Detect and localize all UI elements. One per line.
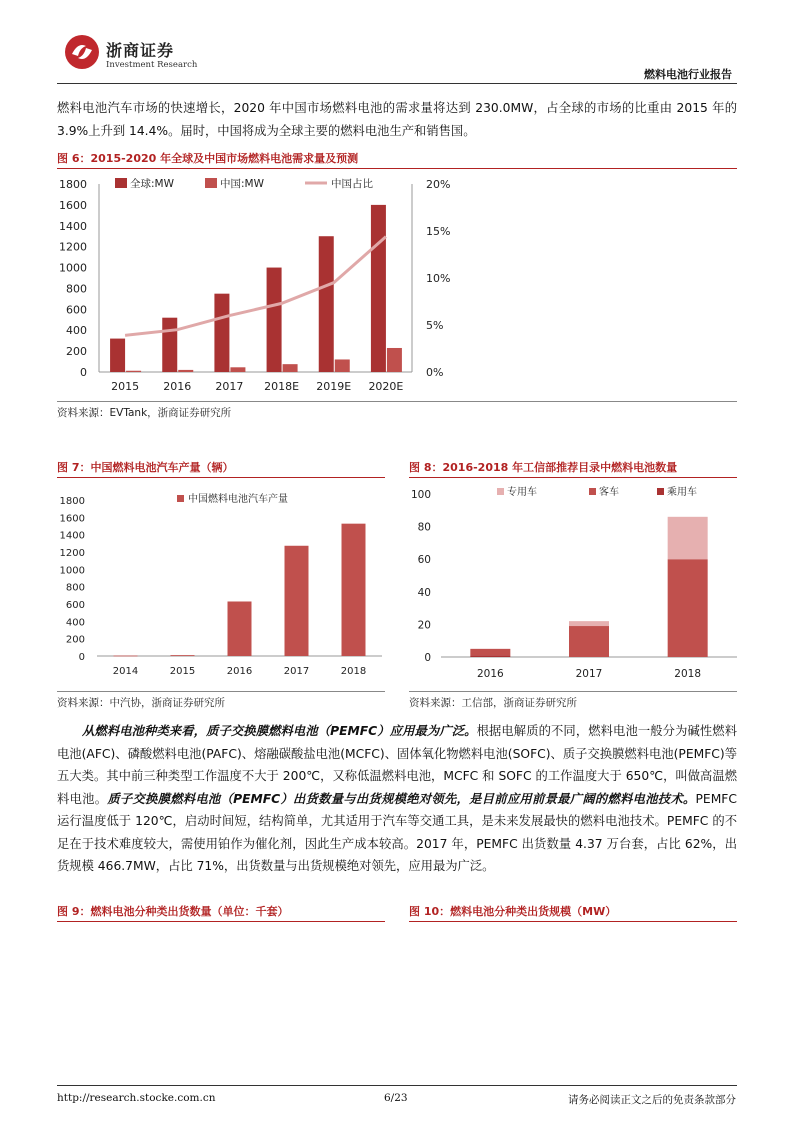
fig6-bar-china: [335, 359, 350, 372]
fig7-y-tick-label: 600: [65, 600, 85, 611]
fig7-x-tick-label: 2017: [283, 666, 310, 677]
intro-paragraph: 燃料电池汽车市场的快速增长，2020 年中国市场燃料电池的需求量将达到 230.0MW，占全球的市场的比重由 2015 年的 3.9%上升到 14.4%。届时，中国将成为全球主要的燃料电池生产和销售国。: [57, 101, 737, 138]
fig7-y-tick-label: 1000: [59, 565, 85, 577]
fig6-legend-label: 中国占比: [331, 178, 373, 190]
fig9-title: 图 9：燃料电池分种类出货数量（单位：千套）: [57, 905, 289, 918]
fig7-x-tick-label: 2018: [340, 666, 367, 677]
fig7-x-tick-label: 2014: [112, 666, 139, 677]
fig8-top-rule: [409, 477, 737, 478]
fig6-legend-label: 全球:MW: [130, 178, 174, 190]
fig8-y-tick-label: 0: [424, 652, 431, 664]
fig6-y-tick-label: 1400: [59, 219, 87, 233]
fig6-bar-china: [230, 367, 245, 372]
fig6-x-tick-label: 2017: [215, 380, 244, 393]
body-paragraph: [57, 720, 737, 878]
fig8-x-tick-label: 2017: [575, 668, 603, 680]
footer-url[interactable]: http://research.stocke.com.cn: [57, 1092, 216, 1104]
fig8-x-tick-label: 2018: [674, 668, 702, 680]
fig6-y2-tick-label: 10%: [426, 272, 451, 285]
fig6-bar-global: [110, 339, 125, 372]
footer-disclaimer: 请务必阅读正文之后的免责条款部分: [568, 1094, 736, 1106]
fig8-y-tick-label: 40: [417, 586, 431, 599]
fig6-y-tick-label: 1600: [59, 198, 87, 212]
fig6-bar-global: [371, 205, 386, 372]
fig8-bar-segment: [569, 626, 609, 657]
fig6-y-tick-label: 1200: [59, 240, 87, 254]
fig6-top-rule: [57, 168, 737, 169]
fig7-y-tick-label: 400: [65, 617, 85, 629]
fig8-source: 资料来源：工信部，浙商证券研究所: [409, 697, 577, 709]
fig7-y-tick-label: 1600: [59, 513, 85, 525]
fig7-title: 图 7：中国燃料电池汽车产量（辆）: [57, 461, 234, 474]
fig7-x-tick-label: 2016: [226, 666, 253, 677]
fig7-y-tick-label: 1400: [59, 530, 85, 542]
fig6-y-tick-label: 400: [66, 324, 87, 338]
fig6-y2-tick-label: 15%: [426, 225, 451, 238]
company-name-en: Investment Research: [106, 60, 198, 70]
fig6-bar-global: [214, 294, 229, 372]
fig7-legend-label: 中国燃料电池汽车产量: [188, 494, 288, 505]
fig6-source: 资料来源：EVTank，浙商证券研究所: [57, 407, 232, 419]
fig10-title: 图 10：燃料电池分种类出货规模（MW）: [409, 905, 617, 918]
fig6-y-tick-label: 1800: [59, 178, 87, 191]
fig6-y-tick-label: 200: [66, 345, 87, 359]
fig6-bar-china: [178, 370, 193, 372]
fig6-bottom-rule: [57, 401, 737, 402]
fig6-bar-global: [162, 318, 177, 372]
fig7-source: 资料来源：中汽协，浙商证券研究所: [57, 697, 225, 709]
fig6-bar-global: [267, 268, 282, 372]
fig8-legend-label: 专用车: [507, 487, 537, 498]
fig7-y-tick-label: 0: [78, 652, 85, 663]
fig6-x-tick-label: 2019E: [316, 380, 352, 393]
body-sentence-1: 从燃料电池种类来看，质子交换膜燃料电池（PEMFC）应用最为广泛。: [82, 724, 477, 738]
fig7-y-tick-label: 200: [65, 634, 85, 646]
fig7-chart: [57, 482, 385, 682]
body-sentence-3: 质子交换膜燃料电池（PEMFC）出货数量与出货规模绝对领先，是目前应用前景最广阔的燃料电池技术。: [107, 791, 696, 806]
fig6-x-tick-label: 2016: [163, 380, 192, 393]
report-title: 燃料电池行业报告: [644, 68, 732, 81]
fig6-bar-global: [319, 236, 334, 372]
fig8-bar-segment: [470, 649, 510, 656]
fig8-legend-label: 客车: [599, 487, 619, 498]
fig6-title: 图 6：2015-2020 年全球及中国市场燃料电池需求量及预测: [57, 152, 359, 165]
fig8-legend-swatch: [497, 488, 504, 495]
fig6-x-tick-label: 2018E: [264, 380, 300, 393]
body-sentence-4: PEMFC 运行温度低于 120℃，启动时间短，结构简单，尤其适用于汽车等交通工具，是未来发展最快的燃料电池技术。PEMFC 的不足在于技术难度较大，需使用铂作为催化剂，因此生产成本较高。2017 年，PEMFC 出货数量 4.37 万台套，占比 62%，出货规模 466.7MW，占比 71%，出货数量与出货规模绝对领先，应用最为广泛。: [57, 791, 737, 873]
fig9-top-rule: [57, 921, 385, 922]
fig7-bar: [228, 601, 252, 656]
fig7-x-tick-label: 2015: [169, 666, 196, 677]
fig6-x-tick-label: 2015: [111, 380, 140, 393]
fig7-bar: [171, 655, 195, 656]
fig6-y-tick-label: 1000: [59, 261, 87, 275]
fig8-y-tick-label: 100: [410, 489, 431, 501]
footer-divider: [57, 1085, 737, 1086]
fig6-y2-tick-label: 0%: [426, 366, 444, 379]
fig6-x-tick-label: 2020E: [368, 380, 404, 393]
fig7-y-tick-label: 1200: [59, 548, 85, 559]
fig10-top-rule: [409, 921, 737, 922]
fig8-bar-segment: [569, 621, 609, 626]
fig7-bottom-rule: [57, 691, 385, 692]
fig8-y-tick-label: 80: [417, 521, 431, 534]
body-sentence-2: 根据电解质的不同，燃料电池一般分为碱性燃料电池(AFC)、磷酸燃料电池(PAFC)、熔融碳酸盐电池(MCFC)、固体氧化物燃料电池(SOFC)、质子交换膜燃料电池(PEMFC)等五大类。其中前三种类型工作温度不大于 200℃，又称低温燃料电池，MCFC 和 SOFC 的工作温度大于 650℃，叫做高温燃料电池。: [57, 724, 737, 806]
fig6-bar-china: [283, 364, 298, 372]
fig6-y2-tick-label: 5%: [426, 319, 444, 332]
fig7-bar: [285, 546, 309, 656]
fig6-y-tick-label: 600: [66, 303, 87, 317]
company-logo-icon: [64, 34, 100, 70]
fig7-y-tick-label: 800: [65, 582, 85, 594]
fig8-y-tick-label: 60: [417, 554, 431, 567]
fig8-y-tick-label: 20: [417, 619, 431, 632]
fig6-legend-swatch: [115, 178, 127, 188]
fig8-bar-segment: [668, 517, 708, 559]
fig8-legend-label: 乘用车: [667, 487, 697, 498]
fig6-y-tick-label: 800: [66, 282, 87, 296]
fig8-legend-swatch: [657, 488, 664, 495]
fig6-legend-label: 中国:MW: [220, 178, 264, 190]
fig7-bar: [114, 656, 138, 657]
fig6-y-tick-label: 0: [80, 366, 87, 379]
fig7-bar: [342, 524, 366, 656]
fig8-legend-swatch: [589, 488, 596, 495]
page-number: 6/23: [384, 1092, 408, 1104]
fig7-y-tick-label: 1800: [59, 496, 85, 507]
fig7-legend-swatch: [177, 495, 184, 502]
fig6-chart: [57, 172, 477, 400]
fig6-bar-china: [126, 371, 141, 372]
fig6-y2-tick-label: 20%: [426, 178, 451, 191]
fig8-title: 图 8：2016-2018 年工信部推荐目录中燃料电池数量: [409, 461, 678, 474]
fig7-top-rule: [57, 477, 385, 478]
fig8-bar-segment: [470, 655, 510, 657]
fig6-legend-swatch: [205, 178, 217, 188]
company-name-cn: 浙商证券: [106, 41, 175, 60]
fig6-bar-china: [387, 348, 402, 372]
fig8-x-tick-label: 2016: [476, 668, 504, 680]
fig8-chart: [409, 482, 737, 686]
header-divider: [57, 83, 737, 84]
fig8-bottom-rule: [409, 691, 737, 692]
fig8-bar-segment: [668, 559, 708, 657]
